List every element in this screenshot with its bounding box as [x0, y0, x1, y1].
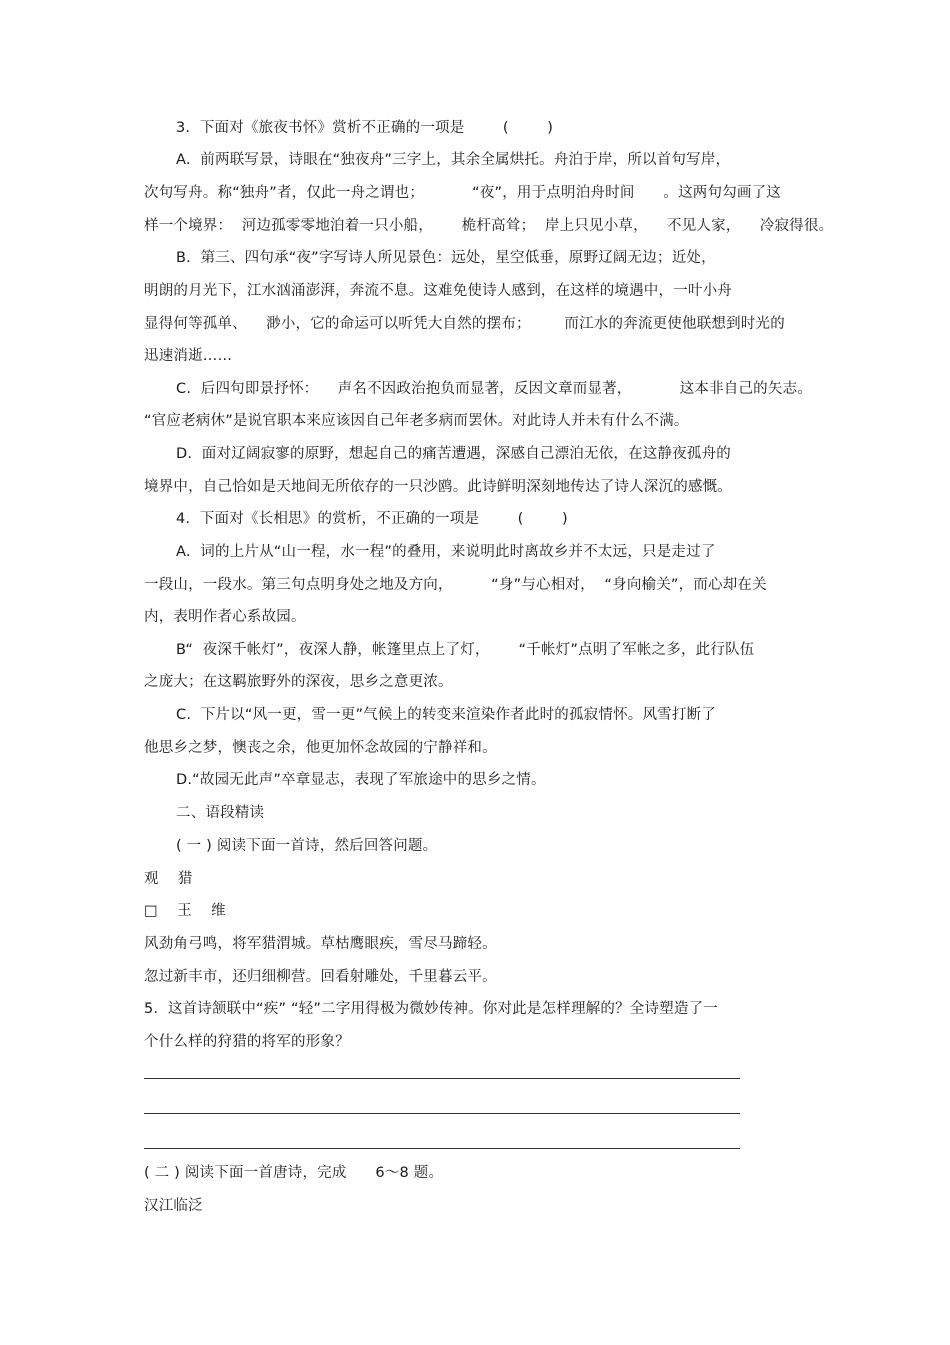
q3-option-a-cont: 次句写舟。称“独舟”者，仅此一舟之谓也； “夜”，用于点明泊舟时间 。这两句勾画了这	[144, 185, 781, 201]
q3-option-d: D. 面对辽阔寂寥的原野，想起自己的痛苦遭遇，深感自己漂泊无依，在这静夜孤舟的	[176, 446, 731, 462]
q4-option-c: C. 下片以“风一更，雪一更”气候上的转变来渲染作者此时的孤寂情怀。风雪打断了	[176, 707, 716, 723]
section-heading: 二、语段精读	[176, 805, 265, 821]
q4-option-a: A. 词的上片从“山一程，水一程”的叠用，来说明此时离故乡并不太远，只是走过了	[176, 544, 716, 560]
q3-option-b: B. 第三、四句承“夜”字写诗人所见景色：远处，星空低垂，原野辽阔无边；近处，	[176, 250, 716, 266]
q4-option-b: B“ 夜深千帐灯”，夜深人静，帐篷里点上了灯， “千帐灯”点明了军帐之多，此行队伍	[176, 642, 755, 658]
q4-option-a-cont: 一段山，一段水。第三句点明身处之地及方向， “身”与心相对， “身向榆关”，而心却在关	[144, 577, 767, 593]
poem-line-2: 忽过新丰市，还归细柳营。回看射雕处，千里暮云平。	[144, 969, 497, 985]
poem-2-title: 汉江临泛	[144, 1198, 203, 1214]
q3-option-a-cont: 样一个境界： 河边孤零零地泊着一只小船， 桅杆高耸； 岸上只见小草， 不见人家， 冷寂得很。	[144, 218, 834, 234]
question-5-cont: 个什么样的狩猎的将军的形象？	[144, 1034, 350, 1050]
q3-option-b-cont: 显得何等孤单、 渺小，它的命运可以听凭大自然的摆布； 而江水的奔流更使他联想到时光的	[144, 316, 785, 332]
poem-line-1: 风劲角弓鸣，将军猎渭城。草枯鹰眼疾，雪尽马蹄轻。	[144, 936, 497, 952]
q3-option-a: A. 前两联写景，诗眼在“独夜舟”三字上，其余全属烘托。舟泊于岸，所以首句写岸，	[176, 152, 731, 168]
q4-option-a-cont: 内，表明作者心系故园。	[144, 609, 306, 625]
answer-line[interactable]	[144, 1148, 740, 1149]
answer-line[interactable]	[144, 1113, 740, 1114]
answer-line[interactable]	[144, 1078, 740, 1079]
poem-author: □ 王 维	[144, 903, 226, 919]
q4-option-b-cont: 之庞大；在这羁旅野外的深夜，思乡之意更浓。	[144, 674, 453, 690]
q3-option-c: C. 后四句即景抒怀： 声名不因政治抱负而显著，反因文章而显著， 这本非自己的矢志。	[176, 381, 812, 397]
q4-option-c-cont: 他思乡之梦，懊丧之余，他更加怀念故园的宁静祥和。	[144, 740, 497, 756]
question-5: 5. 这首诗颔联中“疾” “轻”二字用得极为微妙传神。你对此是怎样理解的？全诗塑造了一	[144, 1001, 719, 1017]
subsection-2-instruction: ( 二 ) 阅读下面一首唐诗，完成 6～8 题。	[144, 1165, 444, 1181]
q3-option-c-cont: “官应老病休”是说官职本来应该因自己年老多病而罢休。对此诗人并未有什么不满。	[144, 413, 689, 429]
q4-option-d: D.“故园无此声”卒章显志，表现了军旅途中的思乡之情。	[176, 772, 546, 788]
q3-option-b-cont: 明朗的月光下，江水汹涌澎湃，奔流不息。这难免使诗人感到，在这样的境遇中，一叶小舟	[144, 283, 732, 299]
q3-option-d-cont: 境界中，自己恰如是天地间无所依存的一只沙鸥。此诗鲜明深刻地传达了诗人深沉的感慨。	[144, 479, 732, 495]
poem-title: 观 猎	[144, 871, 193, 887]
subsection-1-instruction: ( 一 ) 阅读下面一首诗，然后回答问题。	[176, 838, 438, 854]
q4-stem: 4. 下面对《长相思》的赏析，不正确的一项是 ( )	[176, 511, 568, 527]
q3-stem: 3. 下面对《旅夜书怀》赏析不正确的一项是 ( )	[176, 120, 554, 136]
q3-option-b-cont: 迅速消逝……	[144, 348, 233, 364]
